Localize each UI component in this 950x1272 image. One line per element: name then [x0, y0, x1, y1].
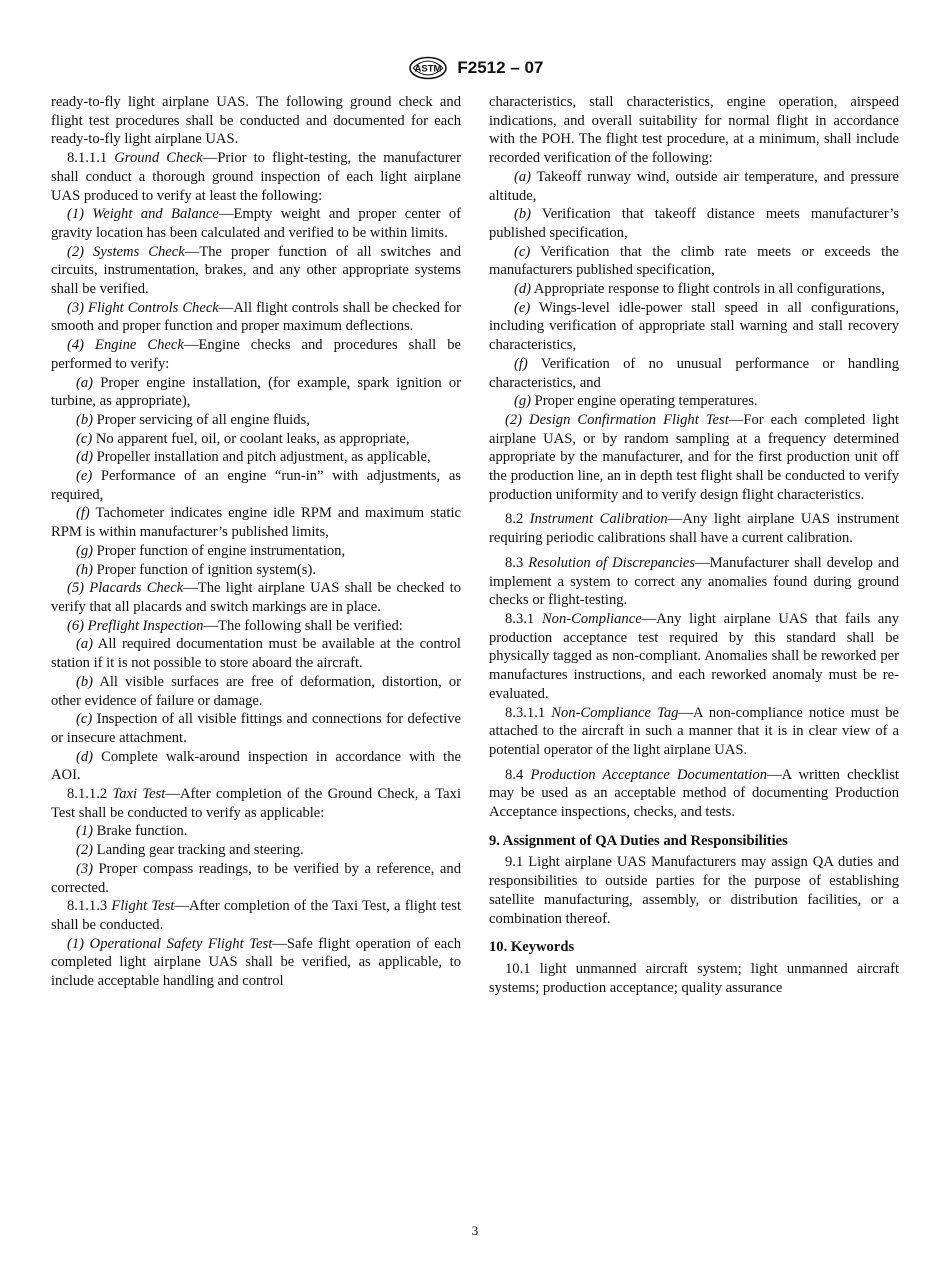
paragraph-text: Propeller installation and pitch adjustment, as applicable,: [93, 449, 431, 466]
paragraph-text: Proper servicing of all engine fluids,: [93, 411, 310, 428]
clause-label: (b): [76, 673, 94, 690]
clause-number: 8.3: [505, 554, 529, 571]
paragraph: [51, 617, 461, 636]
paragraph-text: 10.1 light unmanned aircraft system; light unmanned aircraft systems; production acceptance; quality assurance: [489, 960, 899, 996]
clause-label: Non-Compliance Tag: [551, 704, 679, 721]
clause-label: (d): [76, 748, 94, 765]
document-id: F2512 – 07: [457, 58, 544, 77]
paragraph-text: —The following shall be verified:: [203, 617, 403, 634]
paragraph-text: Inspection of all visible fittings and connections for defective or insecure attachment.: [51, 711, 461, 746]
paragraph-text: characteristics, stall characteristics, engine operation, airspeed indications, and overall suitability for normal flight in accordance with the POH. The flight test procedure, at a minimum, shall include recorded verification of the following:: [489, 94, 899, 167]
paragraph-text: Proper function of ignition system(s).: [93, 561, 316, 578]
page-header: [0, 56, 950, 80]
paragraph: [51, 467, 461, 504]
clause-label: Resolution of Discrepancies: [528, 554, 696, 571]
clause-label: (f): [76, 505, 90, 522]
paragraph: [489, 853, 899, 928]
paragraph: [51, 430, 461, 449]
clause-label: (2) Systems Check: [67, 243, 185, 260]
paragraph: [51, 579, 461, 616]
paragraph: [51, 822, 461, 841]
right-column: [489, 93, 899, 997]
paragraph: [51, 635, 461, 672]
paragraph-text: —After completion of the Taxi Test, a flight test shall be conducted.: [51, 898, 462, 933]
clause-label: (g): [514, 393, 532, 410]
clause-label: (c): [514, 243, 531, 260]
paragraph: [51, 935, 461, 991]
paragraph-text: Verification that the climb rate meets or exceeds the manufacturers published specification,: [489, 243, 899, 279]
paragraph: [51, 897, 461, 934]
clause-label: (b): [514, 206, 532, 223]
paragraph-text: Verification of no unusual performance or handling characteristics, and: [489, 355, 899, 391]
clause-label: Flight Test: [111, 898, 175, 915]
page-number: 3: [471, 1223, 479, 1238]
paragraph-text: Proper engine operating temperatures.: [531, 393, 758, 410]
paragraph-text: —Engine checks and procedures shall be performed to verify:: [51, 337, 461, 372]
paragraph: [489, 960, 899, 997]
paragraph-text: —Safe flight operation of each completed light airplane UAS shall be verified, as applicable, to include acceptable handling and control: [51, 935, 461, 990]
paragraph-text: No apparent fuel, oil, or coolant leaks, as appropriate,: [92, 430, 410, 447]
paragraph: [51, 860, 461, 897]
clause-label: (a): [76, 374, 94, 391]
paragraph-text: —A non-compliance notice must be attached to the aircraft in such a manner that it is in clear view of a potential operator of the light airplane UAS.: [489, 704, 900, 758]
paragraph-text: —Prior to flight-testing, the manufacturer shall conduct a thorough ground inspection of each light airplane UAS produced to verify at least the following:: [51, 150, 461, 204]
paragraph-text: ready-to-fly light airplane UAS. The following ground check and flight test procedures shall be conducted and documented for each ready-to-fly light airplane UAS.: [51, 94, 461, 148]
paragraph-text: Complete walk-around inspection in accordance with the AOI.: [51, 748, 461, 784]
paragraph-text: Verification that takeoff distance meets manufacturer’s published specification,: [489, 206, 899, 241]
clause-label: (c): [76, 430, 93, 447]
clause-label: (1): [76, 823, 94, 840]
paragraph-text: —Any light airplane UAS that fails any production acceptance test required by this standard shall be physically tagged as non-compliant. Anomalies shall be reworked per manufactures instructions, and each reworked anomaly must be re-evaluated.: [489, 610, 899, 702]
clause-label: (a): [76, 636, 94, 653]
paragraph-text: —All flight controls shall be checked for smooth and proper function and proper maximum deflections.: [51, 299, 461, 335]
clause-label: (6) Preflight Inspection: [67, 617, 204, 634]
paragraph: [51, 411, 461, 430]
paragraph: [51, 673, 461, 710]
clause-label: (2) Design Confirmation Flight Test: [505, 411, 729, 428]
clause-label: Taxi Test: [112, 786, 166, 803]
paragraph: [51, 748, 461, 785]
clause-label: (e): [76, 468, 93, 485]
clause-label: (2): [76, 842, 94, 859]
paragraph: [51, 336, 461, 373]
clause-number: 8.1.1.3: [67, 898, 112, 915]
paragraph-text: Appropriate response to flight controls in all configurations,: [531, 281, 885, 298]
clause-number: 8.2: [505, 511, 530, 528]
paragraph-text: —After completion of the Ground Check, a Taxi Test shall be conducted to verify as applicable:: [51, 786, 461, 821]
paragraph-text: All visible surfaces are free of deformation, distortion, or other evidence of failure or damage.: [51, 673, 461, 709]
section-heading: [489, 832, 899, 851]
paragraph: [51, 561, 461, 580]
clause-label: (d): [514, 281, 532, 298]
paragraph-text: —For each completed light airplane UAS, or by random sampling at a frequency determined appropriate by the manufacturer, and for the first production unit off the production line, an in depth test flight shall be conducted to verify production uniformity and to verify design flight characteristics.: [489, 411, 899, 503]
paragraph-text: —The proper function of all switches and circuits, instrumentation, brakes, and any other appropriate systems shall be verified.: [51, 243, 462, 298]
paragraph: [489, 299, 899, 355]
paragraph: [51, 785, 461, 822]
paragraph: [489, 280, 899, 299]
paragraph: [489, 355, 899, 392]
paragraph-text: Wings-level idle-power stall speed in all configurations, including verification of appropriate stall warning and stall recovery characteristics,: [489, 299, 899, 354]
paragraph: [51, 504, 461, 541]
paragraph: [489, 554, 899, 610]
section-heading: [489, 938, 899, 957]
paragraph-text: —Manufacturer shall develop and implement a system to correct any anomalies found during ground checks or flight-testing.: [489, 554, 900, 609]
paragraph-text: —The light airplane UAS shall be checked to verify that all placards and switch markings are in place.: [51, 580, 461, 615]
clause-number: 8.1.1.1: [67, 150, 115, 167]
paragraph: [489, 766, 899, 822]
logo-text: ASTM: [414, 63, 442, 75]
left-column: [51, 93, 461, 991]
paragraph: [489, 392, 899, 411]
paragraph: [51, 542, 461, 561]
paragraph: [489, 205, 899, 242]
paragraph: [51, 710, 461, 747]
clause-label: (h): [76, 561, 94, 578]
paragraph-text: Landing gear tracking and steering.: [93, 842, 304, 859]
paragraph: [489, 168, 899, 205]
paragraph-text: 9.1 Light airplane UAS Manufacturers may assign QA duties and responsibilities to outside parties for the purpose of establishing satellite manufacturing, assembly, or distribution facilities, or a combination thereof.: [489, 854, 899, 927]
paragraph-text: —Any light airplane UAS instrument requiring periodic calibrations shall have a current calibration.: [489, 511, 899, 547]
paragraph: [51, 205, 461, 242]
clause-label: (d): [76, 449, 94, 466]
paragraph: [489, 610, 899, 704]
clause-label: (3) Flight Controls Check: [67, 299, 219, 316]
paragraph: [489, 411, 899, 505]
clause-label: (e): [514, 299, 531, 316]
clause-label: (5) Placards Check: [67, 580, 184, 597]
paragraph: [489, 93, 899, 168]
paragraph: [489, 704, 899, 760]
clause-label: (1) Operational Safety Flight Test: [67, 935, 273, 952]
paragraph-text: Proper function of engine instrumentation,: [93, 542, 346, 559]
paragraph-text: Takeoff runway wind, outside air temperature, and pressure altitude,: [489, 168, 899, 204]
clause-number: 8.4: [505, 766, 531, 783]
astm-logo-icon: [407, 56, 449, 80]
clause-label: Ground Check: [114, 150, 203, 167]
clause-label: (3): [76, 860, 94, 877]
paragraph-text: Proper engine installation, (for example, spark ignition or turbine, as appropriate),: [51, 374, 461, 410]
clause-label: (4) Engine Check: [67, 337, 184, 354]
paragraph: [489, 510, 899, 547]
clause-label: Non-Compliance: [541, 610, 642, 627]
clause-number: 8.3.1: [505, 610, 542, 627]
paragraph-text: Proper compass readings, to be verified by a reference, and corrected.: [51, 860, 461, 896]
clause-label: (g): [76, 542, 94, 559]
paragraph: [489, 243, 899, 280]
paragraph: [51, 243, 461, 299]
clause-label: Instrument Calibration: [529, 511, 668, 528]
paragraph-text: Brake function.: [93, 823, 188, 840]
paragraph-text: Performance of an engine “run-in” with adjustments, as required,: [51, 468, 461, 503]
clause-label: (1) Weight and Balance: [67, 206, 219, 223]
heading-text: 9. Assignment of QA Duties and Responsibilities: [489, 832, 788, 849]
clause-number: 8.3.1.1: [505, 704, 552, 721]
paragraph-text: All required documentation must be available at the control station if it is not possible to store aboard the aircraft.: [51, 636, 461, 672]
paragraph: [51, 448, 461, 467]
clause-label: (f): [514, 355, 528, 372]
paragraph: [51, 299, 461, 336]
paragraph: [51, 841, 461, 860]
paragraph-text: Tachometer indicates engine idle RPM and maximum static RPM is within manufacturer’s published limits,: [51, 505, 461, 541]
clause-label: (c): [76, 711, 93, 728]
clause-label: (b): [76, 411, 94, 428]
paragraph: [51, 93, 461, 149]
paragraph: [51, 374, 461, 411]
heading-text: 10. Keywords: [489, 939, 575, 956]
clause-number: 8.1.1.2: [67, 786, 113, 803]
clause-label: (a): [514, 168, 532, 185]
paragraph-text: —A written checklist may be used as an acceptable method of documenting Production Acceptance inspections, checks, and tests.: [489, 766, 899, 821]
paragraph: [51, 149, 461, 205]
clause-label: Production Acceptance Documentation: [530, 766, 767, 783]
paragraph-text: —Empty weight and proper center of gravity location has been calculated and verified to be within limits.: [51, 206, 461, 241]
